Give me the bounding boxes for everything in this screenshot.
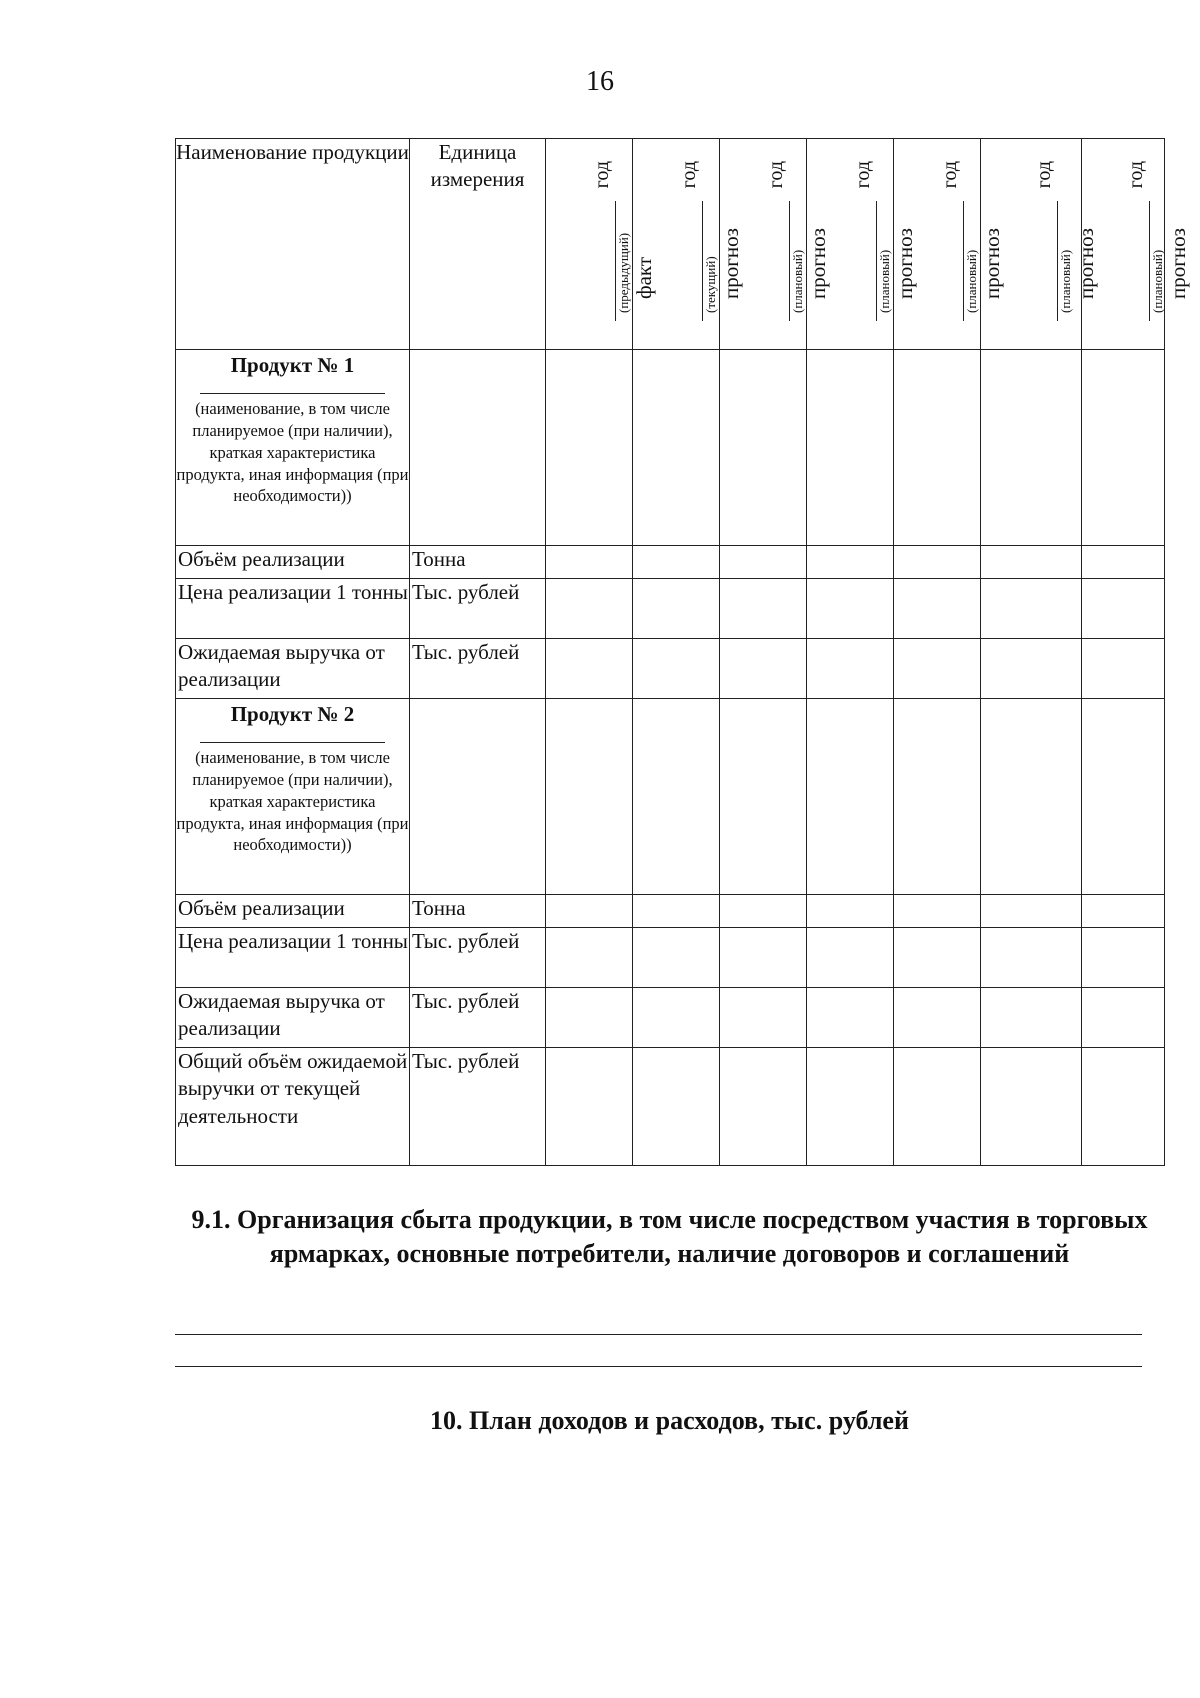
data-cell[interactable] bbox=[633, 546, 720, 579]
data-cell[interactable] bbox=[807, 928, 894, 988]
year-label: год bbox=[591, 161, 613, 189]
row-label: Объём реализации bbox=[176, 546, 410, 579]
table-row bbox=[176, 579, 1165, 639]
data-cell[interactable] bbox=[633, 1048, 720, 1166]
year-qualifier: (плановый) bbox=[1150, 249, 1165, 313]
row-label: Цена реализации 1 тонны bbox=[176, 928, 410, 988]
year-kind: прогноз bbox=[892, 228, 917, 299]
year-qualifier: (плановый) bbox=[964, 249, 979, 313]
data-cell[interactable] bbox=[981, 639, 1082, 699]
data-cell[interactable] bbox=[894, 895, 981, 928]
data-cell[interactable] bbox=[633, 928, 720, 988]
year-kind: прогноз bbox=[718, 228, 743, 299]
data-cell[interactable] bbox=[894, 928, 981, 988]
empty-cell[interactable] bbox=[894, 699, 981, 895]
empty-cell[interactable] bbox=[410, 350, 546, 546]
empty-cell[interactable] bbox=[981, 350, 1082, 546]
data-cell[interactable] bbox=[546, 579, 633, 639]
product-2-title: Продукт № 2 bbox=[230, 702, 355, 726]
section-10-heading: 10. План доходов и расходов, тыс. рублей bbox=[430, 1406, 909, 1435]
data-cell[interactable] bbox=[1082, 579, 1165, 639]
data-cell[interactable] bbox=[546, 639, 633, 699]
empty-cell[interactable] bbox=[807, 350, 894, 546]
table-row bbox=[176, 928, 1165, 988]
empty-cell[interactable] bbox=[894, 350, 981, 546]
data-cell[interactable] bbox=[546, 546, 633, 579]
row-label: Цена реализации 1 тонны bbox=[176, 579, 410, 639]
data-cell[interactable] bbox=[546, 895, 633, 928]
data-cell[interactable] bbox=[546, 988, 633, 1048]
data-cell[interactable] bbox=[720, 895, 807, 928]
year-label: год bbox=[852, 161, 874, 189]
row-unit: Тыс. рублей bbox=[410, 928, 546, 988]
empty-cell[interactable] bbox=[546, 699, 633, 895]
product-1-row bbox=[176, 350, 1165, 546]
table-row bbox=[176, 639, 1165, 699]
year-qualifier: (плановый) bbox=[877, 249, 892, 313]
data-cell[interactable] bbox=[807, 546, 894, 579]
table-row bbox=[176, 895, 1165, 928]
data-cell[interactable] bbox=[720, 546, 807, 579]
data-cell[interactable] bbox=[807, 895, 894, 928]
product-2-row bbox=[176, 699, 1165, 895]
header-year-col-3 bbox=[720, 139, 830, 350]
year-label: год bbox=[678, 161, 700, 189]
row-unit: Тонна bbox=[410, 546, 546, 579]
row-label: Объём реализации bbox=[176, 895, 410, 928]
data-cell[interactable] bbox=[1082, 988, 1165, 1048]
empty-cell[interactable] bbox=[546, 350, 633, 546]
total-row bbox=[176, 1048, 1165, 1166]
year-kind: прогноз bbox=[1073, 228, 1098, 299]
page-number: 16 bbox=[586, 66, 614, 97]
data-cell[interactable] bbox=[720, 928, 807, 988]
total-label: Общий объём ожидаемой выручки от текущей деятельности bbox=[176, 1048, 410, 1166]
header-year-col-4 bbox=[807, 139, 917, 350]
year-label: год bbox=[765, 161, 787, 189]
empty-cell[interactable] bbox=[633, 350, 720, 546]
product-2-cell bbox=[176, 699, 410, 895]
header-product-name: Наименование продукции bbox=[176, 139, 410, 350]
data-cell[interactable] bbox=[1082, 546, 1165, 579]
row-unit: Тыс. рублей bbox=[410, 988, 546, 1048]
empty-cell[interactable] bbox=[1082, 350, 1165, 546]
data-cell[interactable] bbox=[894, 579, 981, 639]
data-cell[interactable] bbox=[894, 546, 981, 579]
product-1-cell bbox=[176, 350, 410, 546]
year-qualifier: (текущий) bbox=[703, 256, 718, 313]
data-cell[interactable] bbox=[981, 928, 1082, 988]
section-9-1-heading: 9.1. Организация сбыта продукции, в том числе посредством участия в торговых ярмарках, основные потребители, наличие договоров и соглашений bbox=[191, 1205, 1148, 1269]
data-cell[interactable] bbox=[894, 1048, 981, 1166]
data-cell[interactable] bbox=[1082, 928, 1165, 988]
empty-cell[interactable] bbox=[1082, 699, 1165, 895]
year-kind: факт bbox=[631, 256, 656, 299]
row-label: Ожидаемая выручка от реализации bbox=[176, 988, 410, 1048]
year-label: год bbox=[939, 161, 961, 189]
data-cell[interactable] bbox=[807, 639, 894, 699]
empty-cell[interactable] bbox=[720, 350, 807, 546]
fill-in-line-2[interactable] bbox=[175, 1366, 1142, 1367]
header-unit: Единица измерения bbox=[410, 139, 546, 350]
header-year-col-2 bbox=[633, 139, 743, 350]
data-cell[interactable] bbox=[807, 988, 894, 1048]
data-cell[interactable] bbox=[633, 895, 720, 928]
year-qualifier: (предыдущий) bbox=[616, 232, 631, 313]
data-cell[interactable] bbox=[720, 579, 807, 639]
data-cell[interactable] bbox=[546, 928, 633, 988]
data-cell[interactable] bbox=[633, 579, 720, 639]
row-unit: Тыс. рублей bbox=[410, 579, 546, 639]
header-year-col-6 bbox=[981, 139, 1098, 350]
empty-cell[interactable] bbox=[807, 699, 894, 895]
data-cell[interactable] bbox=[720, 1048, 807, 1166]
fill-in-line-1[interactable] bbox=[175, 1334, 1142, 1335]
data-cell[interactable] bbox=[981, 988, 1082, 1048]
empty-cell[interactable] bbox=[633, 699, 720, 895]
data-cell[interactable] bbox=[981, 579, 1082, 639]
data-cell[interactable] bbox=[720, 988, 807, 1048]
data-cell[interactable] bbox=[894, 639, 981, 699]
year-label: год bbox=[1033, 161, 1055, 189]
row-unit: Тонна bbox=[410, 895, 546, 928]
data-cell[interactable] bbox=[894, 988, 981, 1048]
year-qualifier: (плановый) bbox=[790, 249, 805, 313]
header-year-col-5 bbox=[894, 139, 1004, 350]
product-1-note: (наименование, в том числе планируемое (при наличии), краткая характеристика продукта, иная информация (при необходимости)) bbox=[176, 399, 409, 506]
header-year-col-1 bbox=[546, 139, 656, 350]
data-cell[interactable] bbox=[807, 579, 894, 639]
row-label: Ожидаемая выручка от реализации bbox=[176, 639, 410, 699]
data-cell[interactable] bbox=[981, 895, 1082, 928]
empty-cell[interactable] bbox=[410, 699, 546, 895]
table-row bbox=[176, 546, 1165, 579]
data-cell[interactable] bbox=[546, 1048, 633, 1166]
year-kind: прогноз bbox=[979, 228, 1004, 299]
data-cell[interactable] bbox=[1082, 895, 1165, 928]
product-2-note: (наименование, в том числе планируемое (при наличии), краткая характеристика продукта, иная информация (при необходимости)) bbox=[176, 748, 409, 855]
product-2-name-line bbox=[200, 742, 385, 743]
year-kind: прогноз bbox=[1165, 228, 1190, 299]
data-cell[interactable] bbox=[981, 546, 1082, 579]
empty-cell[interactable] bbox=[981, 699, 1082, 895]
header-year-col-7 bbox=[1082, 139, 1190, 350]
data-cell[interactable] bbox=[981, 1048, 1082, 1166]
data-cell[interactable] bbox=[1082, 1048, 1165, 1166]
table-row bbox=[176, 988, 1165, 1048]
row-unit: Тыс. рублей bbox=[410, 639, 546, 699]
empty-cell[interactable] bbox=[720, 699, 807, 895]
product-sales-table bbox=[175, 138, 1190, 1166]
total-unit: Тыс. рублей bbox=[410, 1048, 546, 1166]
year-label: год bbox=[1125, 161, 1147, 189]
data-cell[interactable] bbox=[633, 988, 720, 1048]
year-qualifier: (плановый) bbox=[1058, 249, 1073, 313]
product-1-title: Продукт № 1 bbox=[230, 353, 355, 377]
data-cell[interactable] bbox=[1082, 639, 1165, 699]
data-cell[interactable] bbox=[633, 639, 720, 699]
table-header-row bbox=[176, 139, 1165, 350]
product-1-name-line bbox=[200, 393, 385, 394]
data-cell[interactable] bbox=[807, 1048, 894, 1166]
year-kind: прогноз bbox=[805, 228, 830, 299]
data-cell[interactable] bbox=[720, 639, 807, 699]
